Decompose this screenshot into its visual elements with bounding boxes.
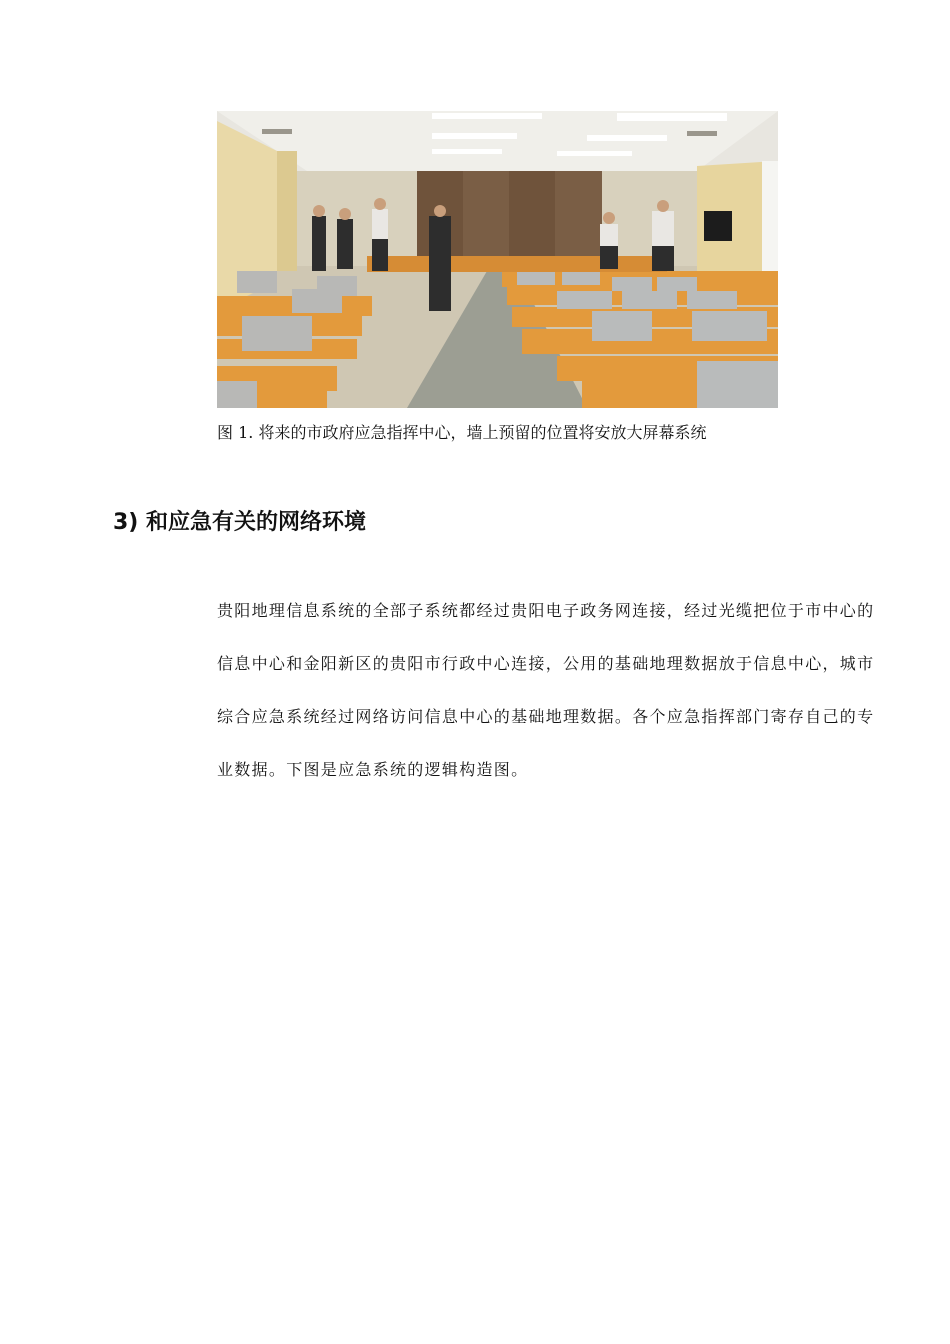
conference-room-photo bbox=[217, 111, 778, 408]
body-paragraph: 贵阳地理信息系统的全部子系统都经过贵阳电子政务网连接，经过光缆把位于市中心的信息中心和金阳新区的贵阳市行政中心连接，公用的基础地理数据放于信息中心，城市综合应急系统经过网络访问信息中心的基础地理数据。各个应急指挥部门寄存自己的专业数据。下图是应急系统的逻辑构造图。 bbox=[217, 601, 875, 779]
section-heading: 3) 和应急有关的网络环境 bbox=[113, 510, 367, 535]
figure-caption: 图 1. 将来的市政府应急指挥中心，墙上预留的位置将安放大屏幕系统 bbox=[217, 423, 707, 442]
